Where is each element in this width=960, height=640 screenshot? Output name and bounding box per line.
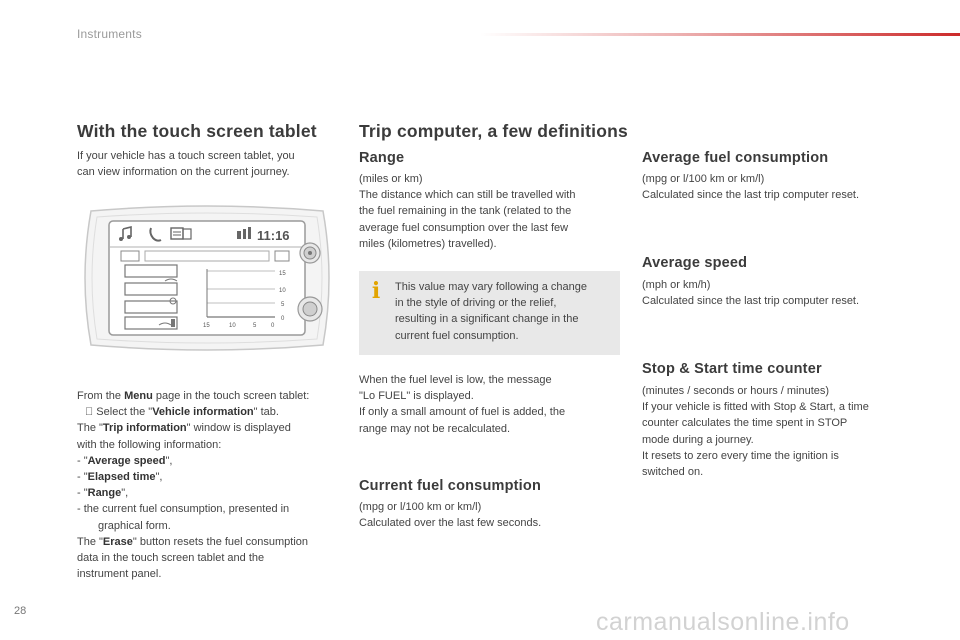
- average-fuel-line: (mpg or l/100 km or km/l): [642, 173, 765, 185]
- list-item: - "Average speed",: [77, 454, 173, 467]
- page-number: 28: [14, 605, 27, 617]
- intro-line: can view information on the current journey.: [77, 166, 290, 179]
- current-fuel-line: Calculated over the last few seconds.: [359, 517, 542, 530]
- header-accent-line: [480, 33, 960, 36]
- note-line: This value may vary following a change: [395, 281, 587, 293]
- watermark: carmanualsonline.info: [596, 608, 850, 636]
- erase-line-2: data in the touch screen tablet and the: [77, 552, 265, 565]
- window-line: The "Trip information" window is displayed: [77, 422, 291, 435]
- from-menu-instructions: [77, 388, 347, 582]
- svg-text:10: 10: [229, 323, 236, 329]
- window-line-2: with the following information:: [77, 438, 222, 451]
- from-menu-line: From the Menu page in the touch screen tablet:: [77, 390, 310, 402]
- svg-text:10: 10: [279, 288, 286, 294]
- info-note-box: [359, 271, 620, 355]
- stop-start-line: counter calculates the time spent in STOP: [642, 417, 848, 430]
- low-fuel-line: When the fuel level is low, the message: [359, 374, 552, 386]
- average-speed-line: Calculated since the last trip computer reset.: [642, 295, 860, 308]
- tuning-knob-icon: [298, 297, 322, 321]
- svg-text:5: 5: [281, 302, 285, 308]
- low-fuel-text: [359, 372, 619, 437]
- range-line: miles (kilometres) travelled).: [359, 237, 497, 250]
- stop-start-line: switched on.: [642, 466, 704, 479]
- stop-start-line: (minutes / seconds or hours / minutes): [642, 385, 830, 397]
- stop-start-line: If your vehicle is fitted with Stop & Start, a time: [642, 401, 869, 414]
- low-fuel-line: "Lo FUEL" is displayed.: [359, 390, 474, 403]
- note-line: resulting in a significant change in the: [395, 313, 579, 326]
- stop-start-line: mode during a journey.: [642, 433, 754, 446]
- average-speed-heading: Average speed: [642, 255, 748, 271]
- current-fuel-text: [359, 499, 619, 531]
- average-speed-line: (mph or km/h): [642, 279, 711, 291]
- info-icon: i: [371, 278, 381, 304]
- svg-text:0: 0: [281, 316, 285, 322]
- range-line: the fuel remaining in the tank (related to the: [359, 205, 572, 218]
- svg-text:15: 15: [203, 323, 210, 329]
- tablet-clock: 11:16: [257, 228, 290, 243]
- current-fuel-line: (mpg or l/100 km or km/l): [359, 501, 482, 513]
- touch-screen-heading: With the touch screen tablet: [77, 121, 317, 141]
- intro-line: If your vehicle has a touch screen tablet, you: [77, 150, 295, 162]
- list-item: - the current fuel consumption, presented in: [77, 503, 290, 516]
- erase-line: The "Erase" button resets the fuel consumption: [77, 535, 309, 548]
- list-item: - "Range",: [77, 487, 129, 500]
- trip-computer-heading: Trip computer, a few definitions: [359, 121, 628, 141]
- note-line: in the style of driving or the relief,: [395, 297, 557, 310]
- low-fuel-line: If only a small amount of fuel is added, the: [359, 406, 566, 419]
- range-line: average fuel consumption over the last few: [359, 221, 569, 234]
- svg-text:15: 15: [279, 271, 286, 277]
- stop-start-text: [642, 383, 922, 480]
- current-fuel-heading: Current fuel consumption: [359, 478, 542, 494]
- stop-start-line: It resets to zero every time the ignition is: [642, 449, 839, 462]
- select-tab-line: Select the "Vehicle information" tab.: [85, 406, 268, 419]
- touch-screen-tablet-illustration: [79, 205, 335, 351]
- range-line: (miles or km): [359, 173, 423, 185]
- header-title: Instruments: [77, 27, 142, 41]
- list-item-continued: graphical form.: [98, 519, 171, 532]
- average-fuel-text: [642, 171, 912, 203]
- erase-line-3: instrument panel.: [77, 568, 162, 581]
- svg-text:5: 5: [253, 323, 257, 329]
- svg-text:0: 0: [271, 323, 275, 329]
- average-fuel-heading: Average fuel consumption: [642, 150, 829, 166]
- range-text: [359, 171, 619, 252]
- average-speed-text: [642, 277, 912, 309]
- low-fuel-line: range may not be recalculated.: [359, 422, 511, 435]
- range-heading: Range: [359, 150, 405, 166]
- range-line: The distance which can still be travelled with: [359, 189, 576, 202]
- average-fuel-line: Calculated since the last trip computer reset.: [642, 189, 860, 202]
- list-item: - "Elapsed time",: [77, 471, 163, 484]
- stop-start-heading: Stop & Start time counter: [642, 361, 822, 377]
- note-line: current fuel consumption.: [395, 329, 519, 342]
- volume-knob-icon: [300, 243, 320, 263]
- info-note-text: [395, 279, 610, 344]
- touch-screen-intro: [77, 148, 347, 180]
